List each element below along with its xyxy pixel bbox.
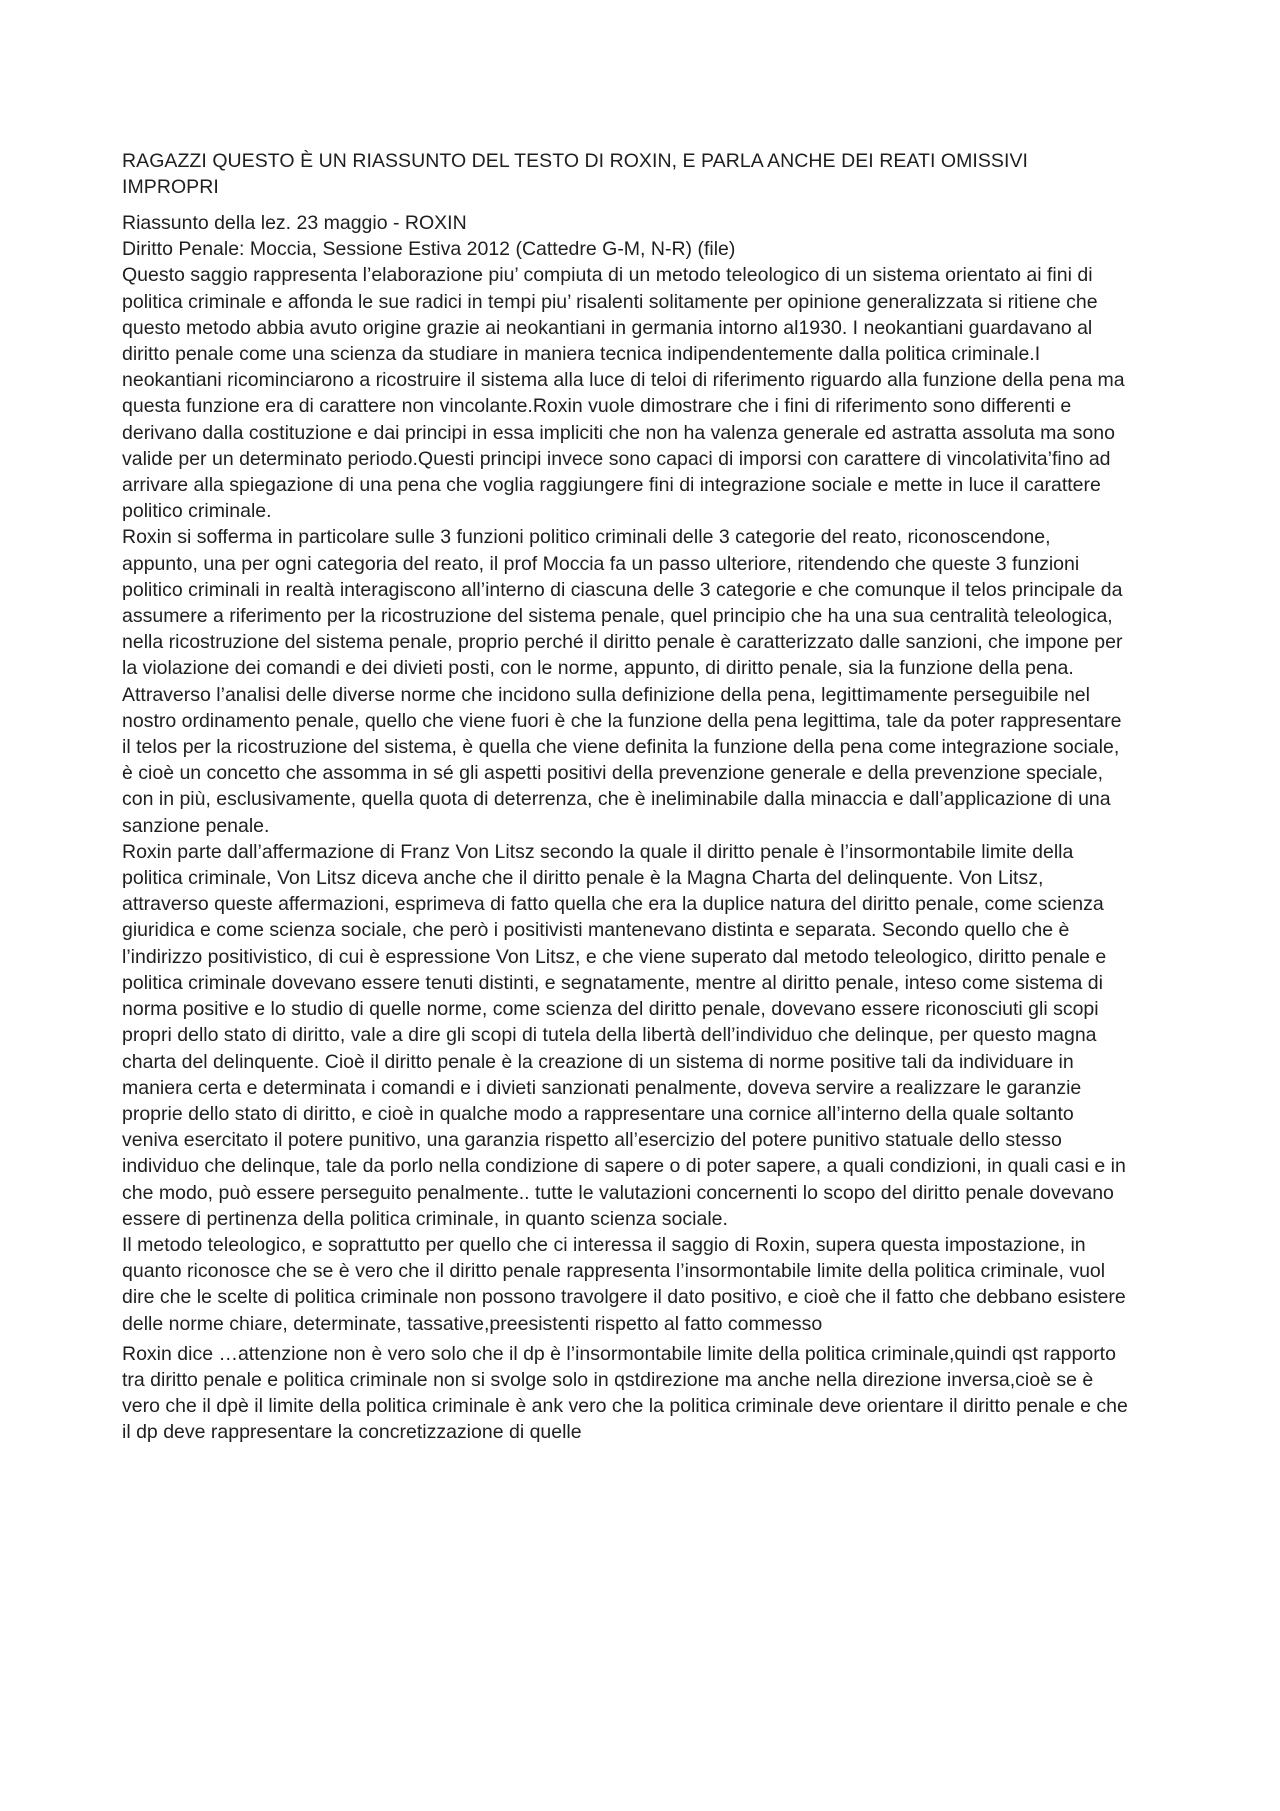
course-info: Diritto Penale: Moccia, Sessione Estiva 2012 (Cattedre G-M, N-R) (file) bbox=[122, 238, 736, 261]
paragraph-functions: Roxin si sofferma in particolare sulle 3 funzioni politico criminali delle 3 categorie del reato, riconoscendone, appunto, una per ogni categoria del reato, il prof Moccia fa un passo ulteriore, ritendendo che queste 3 funzioni politico criminali in realtà interagiscono all’interno di ciascuna delle 3 categorie e che comunque il telos principale da assumere a riferimento per la ricostruzione del sistema penale, quel principio che ha una sua centralità teleologica, nella ricostruzione del sistema penale, proprio perché il diritto penale è caratterizzato dalle sanzioni, che impone per la violazione dei comandi e dei divieti posti, con le norme, appunto, di diritto penale, sia la funzione della pena. bbox=[122, 526, 1123, 680]
paragraph-norms: Attraverso l’analisi delle diverse norme che incidono sulla definizione della pena, legittimamente perseguibile nel nostro ordinamento penale, quello che viene fuori è che la funzione della pena legittima, tale da poter rappresentare il telos per la ricostruzione del sistema, è quella che viene definita la funzione della pena come integrazione sociale, è cioè un concetto che assomma in sé gli aspetti positivi della prevenzione generale e della prevenzione speciale, con in più, esclusivamente, quella quota di deterrenza, che è ineliminabile dalla minaccia e dall’applicazione di una sanzione penale. bbox=[122, 683, 1122, 837]
document-page bbox=[122, 148, 1130, 1446]
paragraph-von-litsz: Roxin parte dall’affermazione di Franz Von Litsz secondo la quale il diritto penale è l’insormontabile limite della politica criminale, Von Litsz diceva anche che il diritto penale è la Magna Charta del delinquente. Von Litsz, attraverso queste affermazioni, esprimeva di fatto quella che era la duplice natura del diritto penale, come scienza giuridica e come scienza sociale, che però i positivisti mantenevano distinta e separata. Secondo quello che è l’indirizzo positivistico, di cui è espressione Von Litsz, e che viene superato dal metodo teleologico, diritto penale e politica criminale dovevano essere tenuti distinti, e segnatamente, mentre al diritto penale, inteso come sistema di norma positive e lo studio di quelle norme, come scienza del diritto penale, dovevano essere riconosciuti gli scopi propri dello stato di diritto, vale a dire gli scopi di tutela della libertà dell’individuo che delinque, per questo magna charta del delinquente. Cioè il diritto penale è la creazione di un sistema di norme positive tali da individuare in maniera certa e determinata i comandi e i divieti sanzionati penalmente, doveva servire a realizzare le garanzie proprie dello stato di diritto, e cioè in qualche modo a rappresentare una cornice all’interno della quale soltanto veniva esercitato il potere punitivo, una garanzia rispetto all’esercizio del potere punitivo statuale dello stesso individuo che delinque, tale da porlo nella condizione di sapere o di poter sapere, a quali condizioni, in quali casi e in che modo, può essere perseguito penalmente.. tutte le valutazioni concernenti lo scopo del diritto penale dovevano essere di pertinenza della politica criminale, in quanto scienza sociale. bbox=[122, 840, 1126, 1230]
paragraph-roxin-says: Roxin dice …attenzione non è vero solo che il dp è l’insormontabile limite della politica criminale,quindi qst rapporto tra diritto penale e politica criminale non si svolge solo in qstdirezione ma anche nella direzione inversa,cioè se è vero che il dpè il limite della politica criminale è ank vero che la politica criminale deve orientare il diritto penale e che il dp deve rappresentare la concretizzazione di quelle bbox=[122, 1342, 1128, 1444]
document-subtitle: Riassunto della lez. 23 maggio - ROXIN bbox=[122, 212, 467, 234]
paragraph-intro: Questo saggio rappresenta l’elaborazione piu’ compiuta di un metodo teleologico di un sistema orientato ai fini di politica criminale e affonda le sue radici in tempi piu’ risalenti solitamente per opinione generalizzata si ritiene che questo metodo abbia avuto origine grazie ai neokantiani in germania intorno al1930. I neokantiani guardavano al diritto penale come una scienza da studiare in maniera tecnica indipendentemente dalla politica criminale.I neokantiani ricominciarono a ricostruire il sistema alla luce di teloi di riferimento riguardo alla funzione della pena ma questa funzione era di carattere non vincolante.Roxin vuole dimostrare che i fini di riferimento sono differenti e derivano dalla costituzione e dai principi in essa impliciti che non ha valenza generale ed astratta assoluta ma sono valide per un determinato periodo.Questi principi invece sono capaci di imporsi con carattere di vincolativita’fino ad arrivare alla spiegazione di una pena che voglia raggiungere fini di integrazione sociale e mette in luce il carattere politico criminale. bbox=[122, 264, 1125, 523]
document-heading: RAGAZZI QUESTO È UN RIASSUNTO DEL TESTO DI ROXIN, E PARLA ANCHE DEI REATI OMISSIVI IMPROPRI bbox=[122, 150, 1028, 198]
paragraph-teleological-method: Il metodo teleologico, e soprattutto per quello che ci interessa il saggio di Roxin, supera questa impostazione, in quanto riconosce che se è vero che il diritto penale rappresenta l’insormontabile limite della politica criminale, vuol dire che le scelte di politica criminale non possono travolgere il dato positivo, e cioè che il fatto che debbano esistere delle norme chiare, determinate, tassative,preesistenti rispetto al fatto commesso bbox=[122, 1233, 1126, 1335]
